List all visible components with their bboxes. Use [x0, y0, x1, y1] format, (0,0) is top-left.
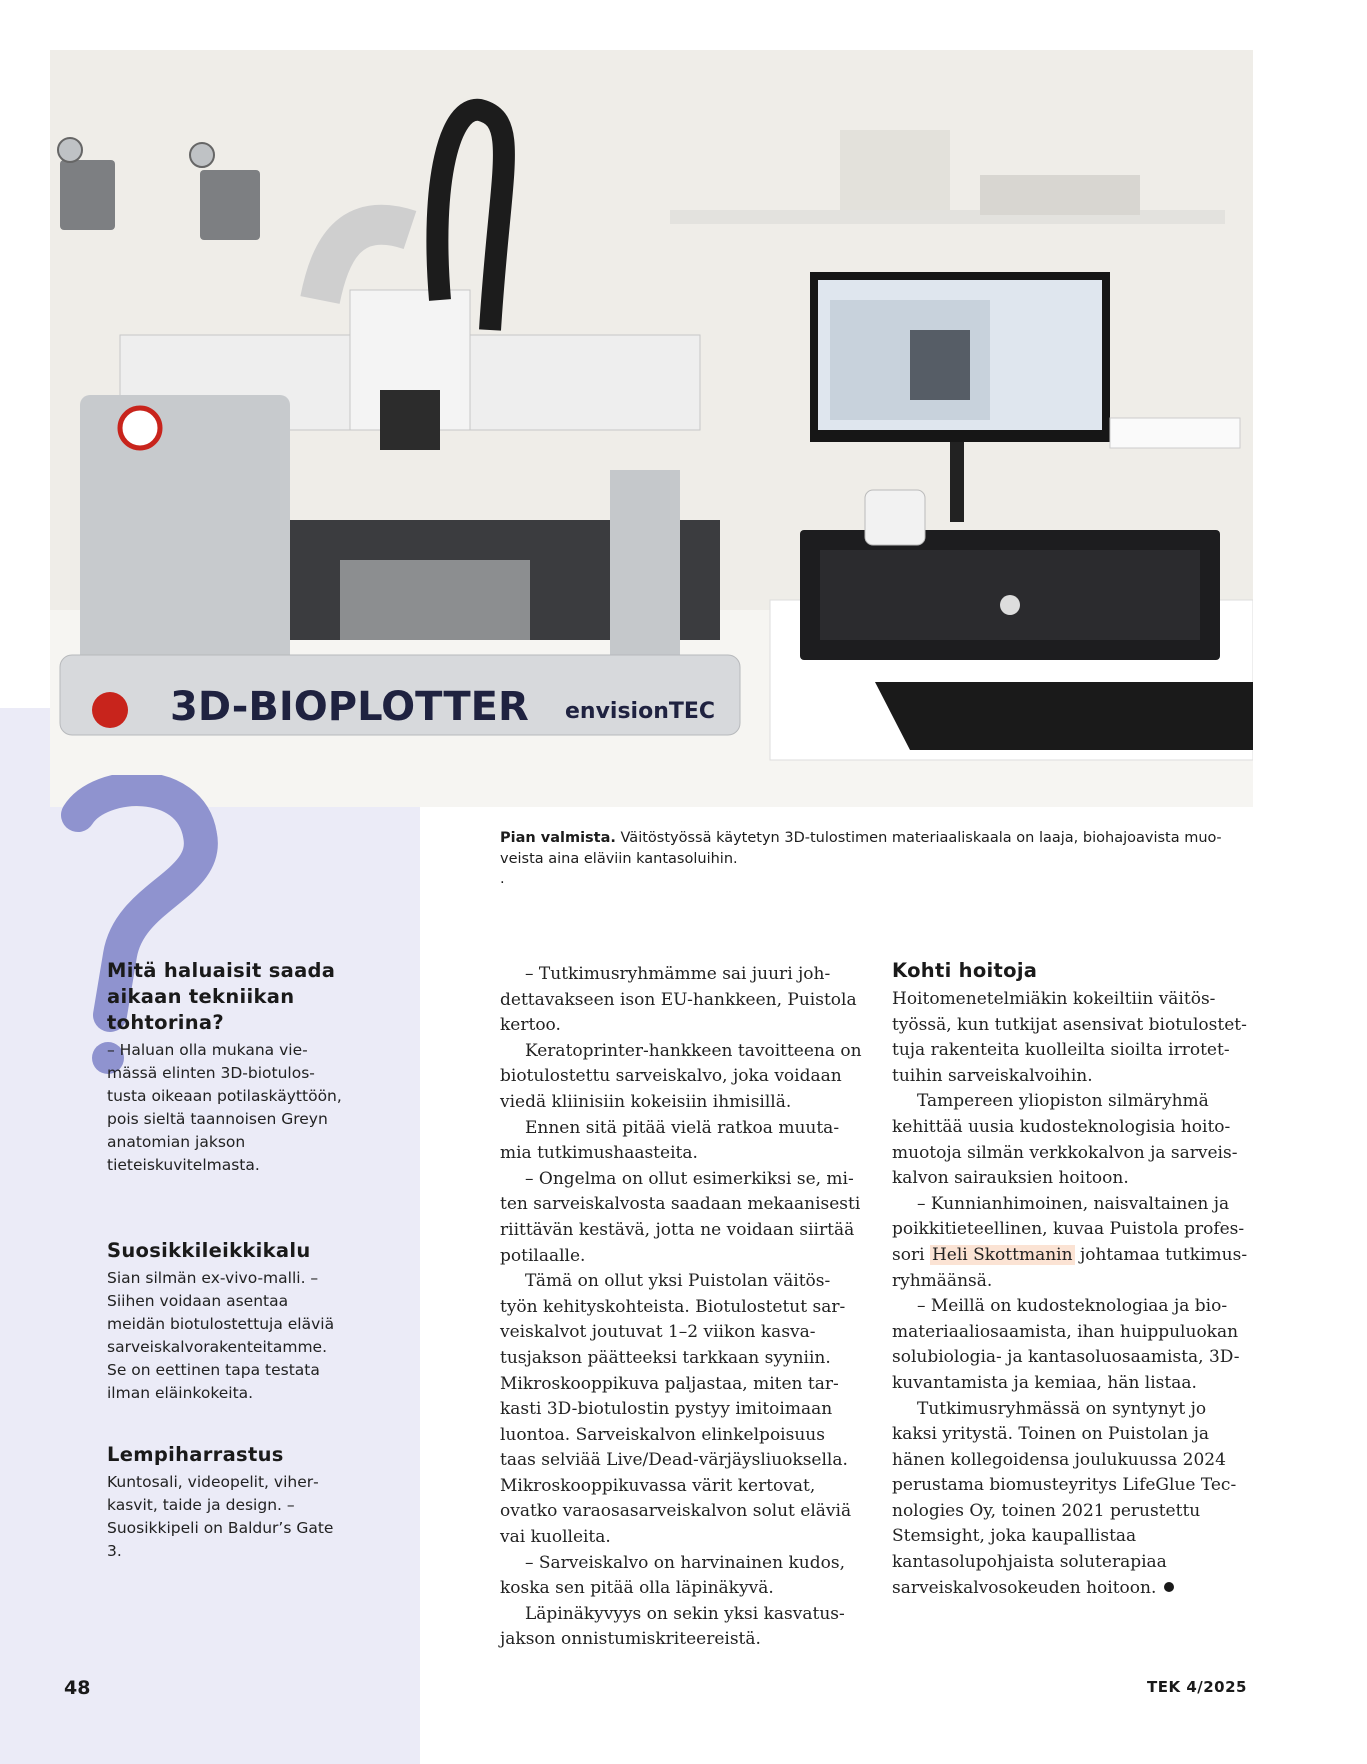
column-1-paragraph: Ennen sitä pitää vielä ratkoa muutamia tutkimushaasteita.	[500, 1117, 840, 1164]
sidebar-question-3	[107, 1442, 347, 1563]
sidebar-question-2-title: Suosikkileikkikalu	[107, 1239, 311, 1262]
brand-label: envisionTEC	[565, 699, 716, 724]
body-column-1	[500, 962, 862, 1653]
section-heading: Kohti hoitoja	[892, 959, 1038, 982]
photo-caption	[500, 828, 1240, 888]
sidebar-question-2	[107, 1238, 347, 1405]
column-1-paragraph: Tämä on ollut yksi Puistolan väitöstyön kehityskohteista. Biotulostetut sarveiskalvot joutuvat 1–2 viikon kasvatusjakson päätteeksi tarkkaan syyniin. Mikroskooppikuva paljastaa, miten tarkasti 3D-biotulostin pystyy imitoimaan luontoa. Sarveiskalvon elinkelpoisuus taas selviää Live/Dead-värjäysliuoksella. Mikroskooppikuvassa värit kertovat, ovatko varaosasarveiskalvon solut eläviä vai kuolleita.	[500, 1271, 852, 1548]
highlighted-name: Heli Skottmanin	[931, 1244, 1073, 1265]
sidebar-question-3-body: Kuntosali, videopelit, viherkasvit, taide ja design. – Suosikkipeli on Baldur’s Gate 3.	[107, 1473, 334, 1560]
paragraph-text: Tutkimusryhmässä on syntynyt jo kaksi yritystä. Toinen on Puistolan ja hänen kollegoidensa joulukuussa 2024 perustama biomusteyritys LifeGlue Tecnologies Oy, toinen 2021 perustettu Stemsight, joka kaupallistaa kantasolupohjaista soluterapiaa sarveiskalvosokeuden hoitoon.	[892, 1398, 1237, 1598]
column-2-paragraph: Tampereen yliopiston silmäryhmä kehittää uusia kudosteknologisia hoitomuotoja silmän verkkokalvon ja sarveiskalvon sairauksien hoitoon.	[892, 1091, 1238, 1189]
column-1-paragraph: Keratoprinter-hankkeen tavoitteena on biotulostettu sarveiskalvo, joka voidaan viedä kliinisiin kokeisiin ihmisillä.	[500, 1040, 862, 1112]
sidebar-question-1	[107, 958, 347, 1177]
paragraph-text: – Kunnianhimoinen, naisvaltainen ja poikkitieteellinen, kuvaa Puistola professori	[892, 1193, 1245, 1265]
column-1-paragraph: – Sarveiskalvo on harvinainen kudos, koska sen pitää olla läpinäkyvä.	[500, 1552, 845, 1599]
bioplotter-illustration	[50, 50, 1253, 807]
column-1-paragraph: – Ongelma on ollut esimerkiksi se, miten sarveiskalvosta saadaan mekaanisesti riittävän kestävä, jotta ne voidaan siirtää potilaalle.	[500, 1168, 861, 1266]
column-2-paragraph: Hoitomenetelmiäkin kokeiltiin väitöstyössä, kun tutkijat asensivat biotulostettuja rakenteita kuolleilta sioilta irrotettuihin sarveiskalvoihin.	[892, 989, 1247, 1086]
sidebar-question-1-body: – Haluan olla mukana viemässä elinten 3D-biotulostusta oikeaan potilaskäyttöön, pois sieltä taannoisen Greyn anatomian jakson tieteiskuvitelmasta.	[107, 1041, 342, 1174]
paragraph-text: johtamaa tutkimusryhmäänsä.	[892, 1244, 1248, 1291]
sidebar-question-1-title: Mitä haluaisit saada aikaan tekniikan tohtorina?	[107, 959, 336, 1034]
column-2-paragraph: – Meillä on kudosteknologiaa ja biomateriaaliosaamista, ihan huippuluokan solubiologia- ja kantasoluosaamista, 3D-kuvantamista ja kemiaa, hän listaa.	[892, 1296, 1240, 1393]
end-of-article-icon	[1164, 1582, 1174, 1592]
body-column-2	[892, 957, 1254, 1601]
sidebar-question-3-title: Lempiharrastus	[107, 1443, 284, 1466]
sidebar-question-2-body: Sian silmän ex-vivo-malli. – Siihen voidaan asentaa meidän biotulostettuja eläviä sarveiskalvorakenteitamme. Se on eettinen tapa testata ilman eläinkokeita.	[107, 1269, 335, 1402]
column-2-paragraph-with-highlight	[892, 1192, 1254, 1294]
lab-photo	[50, 50, 1253, 807]
machine-label: 3D-BIOPLOTTER	[170, 684, 529, 730]
column-2-paragraph-final	[892, 1397, 1254, 1602]
caption-text: Väitöstyössä käytetyn 3D-tulostimen materiaaliskaala on laaja, biohajoavista muoveista aina eläviin kantasoluihin.	[500, 830, 1222, 867]
caption-trailing: .	[500, 871, 505, 887]
issue-label: TEK 4/2025	[1147, 1678, 1247, 1696]
column-1-paragraph: Läpinäkyvyys on sekin yksi kasvatusjakson onnistumiskriteereistä.	[500, 1603, 845, 1650]
column-1-paragraph: – Tutkimusryhmämme sai juuri johdettavakseen ison EU-hankkeen, Puistola kertoo.	[500, 964, 857, 1036]
caption-lead: Pian valmista.	[500, 830, 616, 846]
page-number: 48	[64, 1677, 91, 1699]
